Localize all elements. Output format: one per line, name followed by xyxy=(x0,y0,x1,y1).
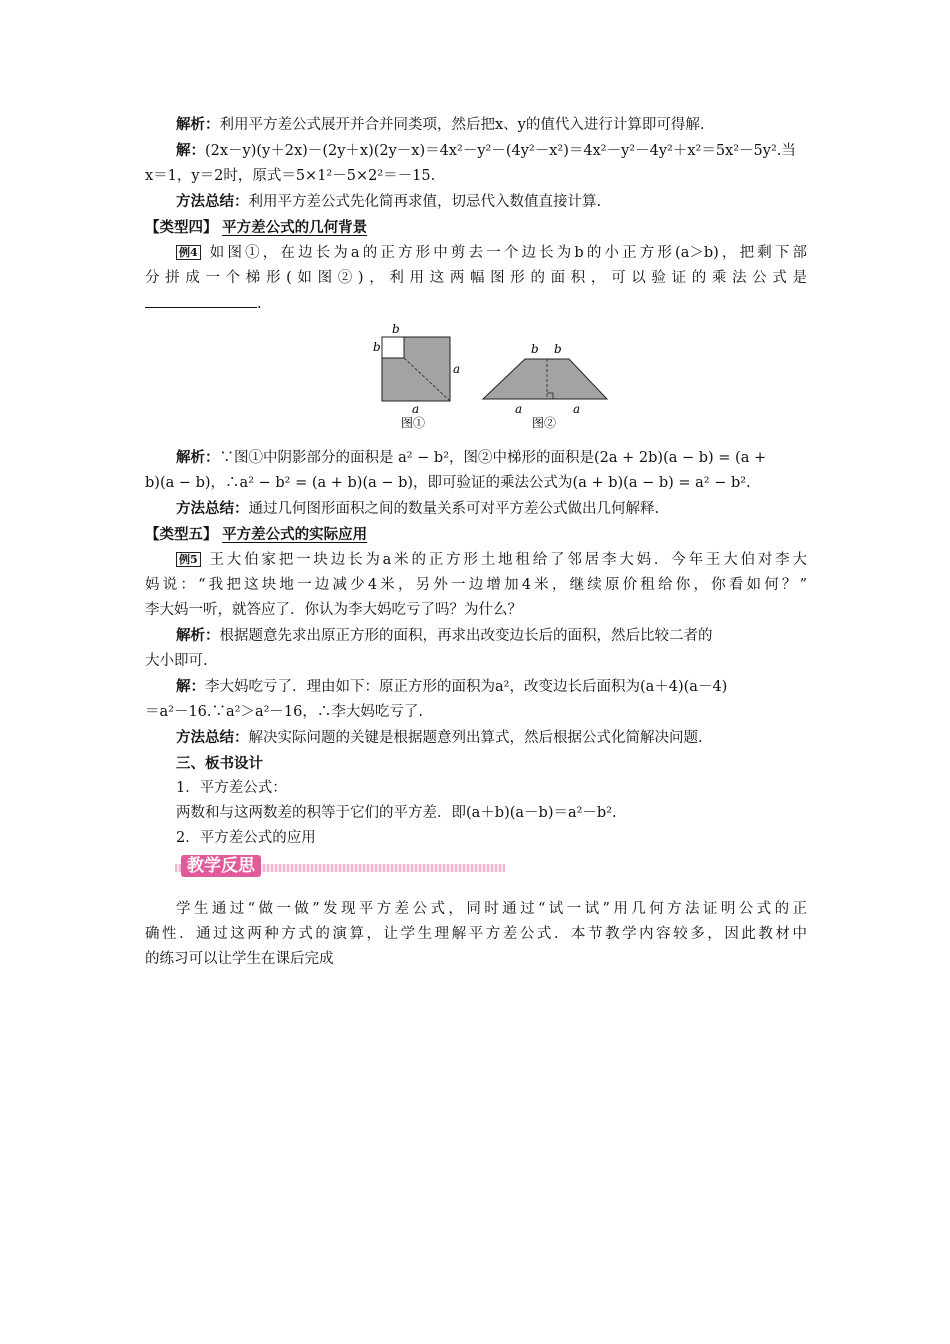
geometry-figures xyxy=(145,323,807,435)
fig2-label-a2: a xyxy=(573,402,581,416)
summary-4: 方法总结：通过几何图形面积之间的数量关系可对平方差公式做出几何解释. xyxy=(176,500,660,517)
example-5-line-3: 李大妈一听，就答应了．你认为李大妈吃亏了吗？为什么？ xyxy=(145,602,522,618)
analysis-5-line-1: 解析：根据题意先求出原正方形的面积，再求出改变边长后的面积，然后比较二者的 xyxy=(176,627,713,644)
solution-5-line-2: ＝a²－16.∵a²＞a²－16，∴李大妈吃亏了. xyxy=(145,704,423,720)
fig1-label-b-top: b xyxy=(392,323,400,336)
board-item-2: 2．平方差公式的应用 xyxy=(176,830,316,846)
fig1-caption: 图① xyxy=(401,416,426,430)
small-square xyxy=(382,337,404,358)
reflection-line-2: 确性．通过这两种方式的演算，让学生理解平方差公式．本节教学内容较多，因此教材中 xyxy=(145,926,807,942)
reflection-banner xyxy=(175,855,505,877)
example-5-line-2: 妈说：“我把这块地一边减少4米，另外一边增加4米，继续原价租给你，你看如何？” xyxy=(145,577,807,593)
example-4-line-1: 例4 如图①，在边长为a的正方形中剪去一个边长为b的小正方形(a＞b)，把剩下部 xyxy=(145,241,807,266)
document-page xyxy=(145,112,807,972)
reflection-line-1: 学生通过“做一做”发现平方差公式，同时通过“试一试”用几何方法证明公式的正 xyxy=(176,901,807,917)
analysis-4-line-2: b)(a − b)，∴a² − b² = (a + b)(a − b)，即可验证的乘法公式为(a + b)(a − b) = a² − b². xyxy=(145,475,751,491)
fig1-label-b-left: b xyxy=(373,340,381,354)
type-5-heading: 【类型五】 平方差公式的实际应用 xyxy=(145,526,368,543)
solution-5-line-1: 解：李大妈吃亏了．理由如下：原正方形的面积为a²，改变边长后面积为(a＋4)(a－4) xyxy=(176,678,728,695)
analysis-5-line-2: 大小即可. xyxy=(145,653,208,669)
board-item-1: 1．平方差公式： xyxy=(176,780,287,796)
example-4-tag: 例4 xyxy=(176,245,201,260)
answer-blank xyxy=(145,291,257,308)
fig1-label-a-right: a xyxy=(453,362,461,376)
example-5-tag: 例5 xyxy=(176,552,201,567)
fig2-label-b2: b xyxy=(554,342,562,356)
example-4-line-3: . xyxy=(145,291,807,317)
example-4-line-2: 分拼成一个梯形(如图②)，利用这两幅图形的面积，可以验证的乘法公式是 xyxy=(145,270,807,286)
fig2-label-a1: a xyxy=(515,402,523,416)
solution-1-line-2: x＝1，y＝2时，原式＝5×1²－5×2²＝－15. xyxy=(145,168,436,184)
example-5-line-1: 例5 王大伯家把一块边长为a米的正方形土地租给了邻居李大妈．今年王大伯对李大 xyxy=(145,548,807,573)
reflection-line-3: 的练习可以让学生在课后完成 xyxy=(145,951,334,967)
type-4-heading: 【类型四】 平方差公式的几何背景 xyxy=(145,219,368,236)
fig2-caption: 图② xyxy=(532,416,557,430)
analysis-4-line-1: 解析：∵图①中阴影部分的面积是 a² − b²，图②中梯形的面积是(2a + 2b)(a − b) = (a + xyxy=(176,449,767,466)
solution-1-line-1: 解：(2x－y)(y＋2x)－(2y＋x)(2y－x)＝4x²－y²－(4y²－x²)＝4x²－y²－4y²＋x²＝5x²－5y².当 xyxy=(176,142,796,159)
reflection-banner-label: 教学反思 xyxy=(181,855,261,877)
figures-svg xyxy=(145,323,807,435)
summary-5: 方法总结：解决实际问题的关键是根据题意列出算式，然后根据公式化简解决问题. xyxy=(176,729,703,746)
board-heading: 三、板书设计 xyxy=(176,755,263,772)
summary-1: 方法总结：利用平方差公式先化简再求值，切忌代入数值直接计算. xyxy=(176,193,602,210)
fig2-label-b1: b xyxy=(531,342,539,356)
trapezoid xyxy=(483,359,607,399)
analysis-1: 解析：利用平方差公式展开并合并同类项，然后把x、y的值代入进行计算即可得解. xyxy=(176,116,705,133)
fig1-label-a-bottom: a xyxy=(412,402,420,416)
figure-2 xyxy=(483,342,607,430)
board-item-1-text: 两数和与这两数差的积等于它们的平方差．即(a＋b)(a－b)＝a²－b². xyxy=(176,805,617,821)
figure-1 xyxy=(373,323,460,430)
